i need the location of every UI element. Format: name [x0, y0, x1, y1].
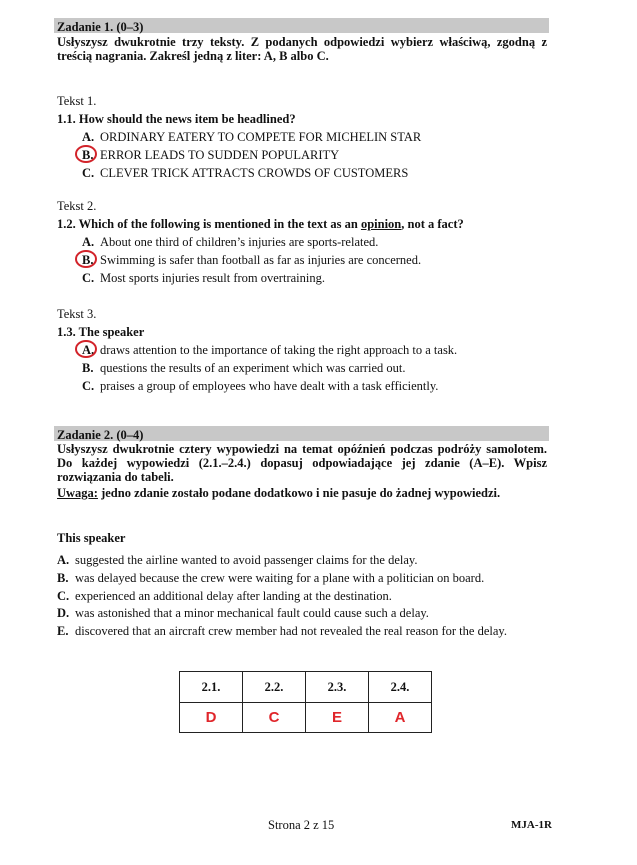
- task2-lead: This speaker: [57, 531, 126, 545]
- question-1-1: 1.1. How should the news item be headlined?: [57, 112, 296, 126]
- option-1-3-b: B. questions the results of an experiment which was carried out.: [82, 361, 406, 375]
- answer-table-header-row: [180, 672, 432, 703]
- question-1-2: 1.2. Which of the following is mentioned in the text as an opinion, not a fact?: [57, 217, 464, 231]
- text1-title: Tekst 1.: [57, 94, 97, 108]
- question-1-3: 1.3. The speaker: [57, 325, 145, 339]
- task2-option-a: A. suggested the airline wanted to avoid passenger claims for the delay.: [57, 553, 418, 567]
- option-1-1-a: A. ORDINARY EATERY TO COMPETE FOR MICHELIN STAR: [82, 130, 422, 144]
- task1-header-bar: [54, 18, 549, 33]
- option-1-3-a: A. draws attention to the importance of taking the right approach to a task.: [82, 343, 458, 357]
- answer-circle-1-2: [75, 250, 97, 268]
- answer-cell-2-2[interactable]: C: [243, 703, 306, 733]
- answer-header-2-2: 2.2.: [243, 672, 306, 703]
- task2-header-bar: [54, 426, 549, 441]
- text2-title: Tekst 2.: [57, 199, 97, 213]
- option-1-3-c: C. praises a group of employees who have dealt with a task efficiently.: [82, 379, 439, 393]
- answer-circle-1-3: [75, 340, 97, 358]
- task2-option-b: B. was delayed because the crew were waiting for a plane with a politician on board.: [57, 571, 485, 585]
- option-1-2-a: A. About one third of children’s injuries are sports-related.: [82, 235, 379, 249]
- task2-header: Zadanie 2. (0–4): [57, 428, 144, 442]
- task2-option-e: E. discovered that an aircraft crew member had not revealed the real reason for the delay.: [57, 624, 507, 638]
- answer-header-2-4: 2.4.: [369, 672, 432, 703]
- answer-table: [179, 671, 432, 733]
- task2-option-c: C. experienced an additional delay after landing at the destination.: [57, 589, 392, 603]
- answer-table-answer-row: [180, 703, 432, 733]
- text3-title: Tekst 3.: [57, 307, 97, 321]
- answer-header-2-3: 2.3.: [306, 672, 369, 703]
- task2-note: Uwaga: jedno zdanie zostało podane dodatkowo i nie pasuje do żadnej wypowiedzi.: [57, 486, 501, 500]
- option-1-2-c: C. Most sports injuries result from overtraining.: [82, 271, 325, 285]
- task2-instruction: Usłyszysz dwukrotnie cztery wypowiedzi na temat opóźnień podczas podróży samolotem. Do każdej wypowiedzi (2.1.–2.4.) dopasuj odpowiadające jej zdanie (A–E). Wpisz rozwiązania do tabeli.: [57, 442, 547, 484]
- task2-option-d: D. was astonished that a minor mechanical fault could cause such a delay.: [57, 606, 429, 620]
- option-1-1-b: B. ERROR LEADS TO SUDDEN POPULARITY: [82, 148, 340, 162]
- answer-header-2-1: 2.1.: [180, 672, 243, 703]
- option-1-2-b: B. Swimming is safer than football as far as injuries are concerned.: [82, 253, 422, 267]
- answer-cell-2-3[interactable]: E: [306, 703, 369, 733]
- task1-instruction: Usłyszysz dwukrotnie trzy teksty. Z podanych odpowiedzi wybierz właściwą, zgodną z treścią nagrania. Zakreśl jedną z liter: A, B albo C.: [57, 35, 547, 63]
- answer-cell-2-4[interactable]: A: [369, 703, 432, 733]
- answer-circle-1-1: [75, 145, 97, 163]
- option-1-1-c: C. CLEVER TRICK ATTRACTS CROWDS OF CUSTOMERS: [82, 166, 409, 180]
- exam-code: MJA-1R: [511, 819, 552, 831]
- page-number: Strona 2 z 15: [268, 818, 335, 832]
- task1-header: Zadanie 1. (0–3): [57, 20, 144, 34]
- answer-cell-2-1[interactable]: D: [180, 703, 243, 733]
